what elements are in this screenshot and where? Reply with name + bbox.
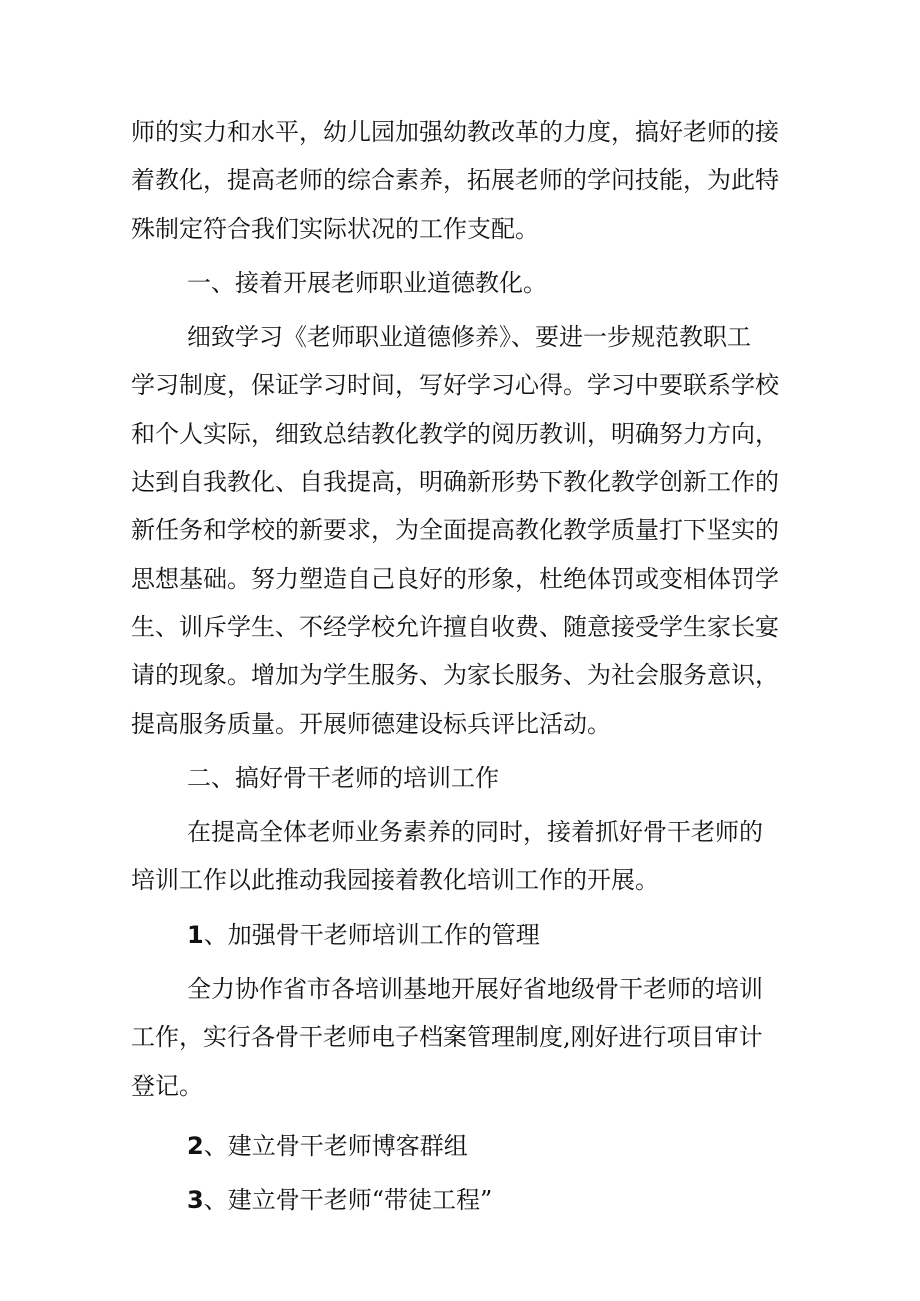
text-line: 请的现象。增加为学生服务、为家长服务、为社会服务意识， bbox=[131, 661, 779, 690]
subsection-heading-3 bbox=[131, 1176, 791, 1224]
subsection-title: 、建立骨干老师博客群组 bbox=[203, 1131, 468, 1160]
text-line: 生、训斥学生、不经学校允许擅自收费、随意接受学生家长宴 bbox=[131, 612, 779, 641]
text-line: 提高服务质量。开展师德建设标兵评比活动。 bbox=[131, 709, 611, 738]
paragraph-backbone-training bbox=[131, 808, 791, 905]
subsection-heading-1 bbox=[131, 911, 791, 959]
paragraph-ethics bbox=[131, 313, 791, 748]
text-line: 殊制定符合我们实际状况的工作支配。 bbox=[131, 214, 539, 243]
text-line: 和个人实际，细致总结教化教学的阅历教训，明确努力方向， bbox=[131, 419, 779, 448]
text-line: 全力协作省市各培训基地开展好省地级骨干老师的培训 bbox=[187, 975, 763, 1004]
text-line: 登记。 bbox=[131, 1071, 203, 1100]
subsection-number: 1 bbox=[187, 920, 204, 949]
subsection-number: 2 bbox=[187, 1131, 204, 1160]
document-body bbox=[131, 108, 791, 1225]
subsection-title: 、建立骨干老师“带徒工程” bbox=[203, 1186, 493, 1215]
text-line: 新任务和学校的新要求，为全面提高教化教学质量打下坚实的 bbox=[131, 516, 779, 545]
text-line: 达到自我教化、自我提高，明确新形势下教化教学创新工作的 bbox=[131, 468, 779, 497]
text-line: 着教化，提高老师的综合素养，拓展老师的学问技能，为此特 bbox=[131, 166, 779, 195]
subsection-title: 、加强骨干老师培训工作的管理 bbox=[203, 920, 540, 949]
text-line: 细致学习《老师职业道德修养》、要进一步规范教职工 bbox=[187, 323, 751, 352]
text-line: 培训工作以此推动我园接着教化培训工作的开展。 bbox=[131, 866, 659, 895]
paragraph-management bbox=[131, 965, 791, 1110]
paragraph-continuation bbox=[131, 108, 791, 253]
subsection-heading-2 bbox=[131, 1122, 791, 1170]
text-line: 师的实力和水平，幼儿园加强幼教改革的力度，搞好老师的接 bbox=[131, 118, 779, 146]
text-line: 工作，实行各骨干老师电子档案管理制度,刚好进行项目审计 bbox=[131, 1023, 763, 1052]
text-line: 思想基础。努力塑造自己良好的形象，杜绝体罚或变相体罚学 bbox=[131, 564, 779, 593]
subsection-number: 3 bbox=[187, 1186, 204, 1215]
section-heading-1: 一、接着开展老师职业道德教化。 bbox=[187, 268, 547, 297]
section-heading-2: 二、搞好骨干老师的培训工作 bbox=[187, 763, 499, 792]
text-line: 在提高全体老师业务素养的同时，接着抓好骨干老师的 bbox=[187, 818, 763, 847]
text-line: 学习制度，保证学习时间，写好学习心得。学习中要联系学校 bbox=[131, 371, 779, 400]
